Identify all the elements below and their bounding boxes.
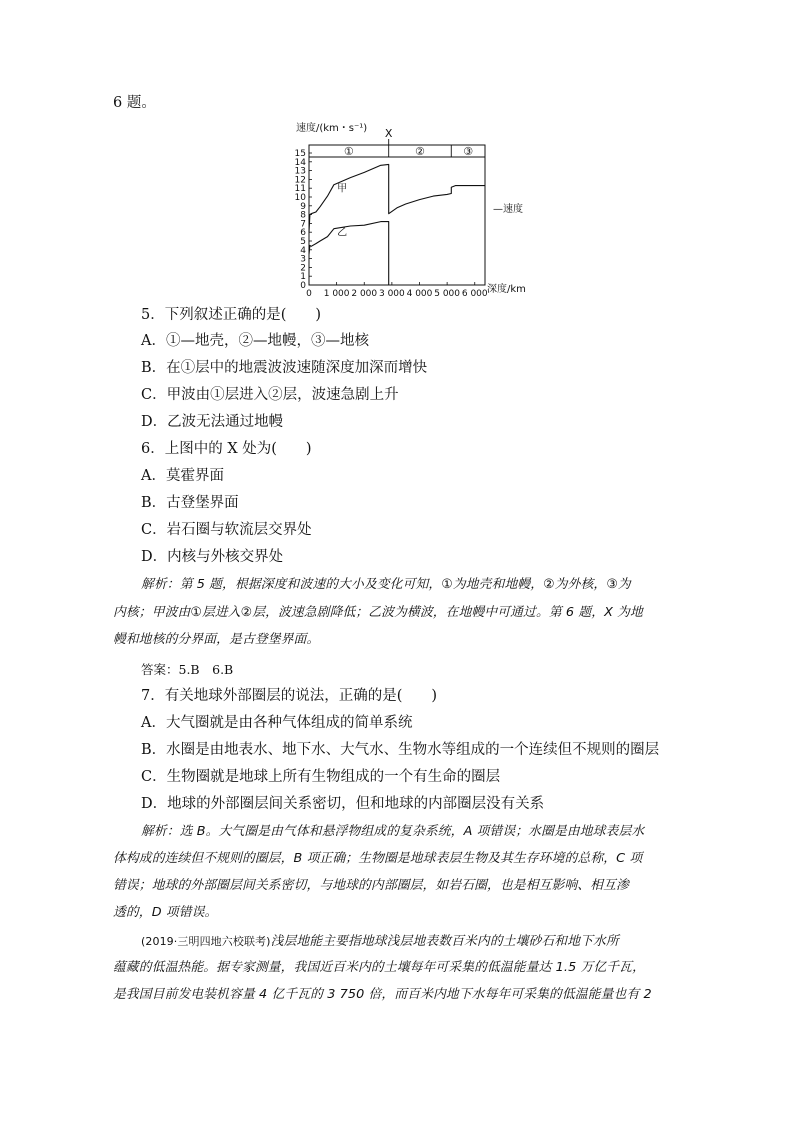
zone-label: ③ [463, 145, 474, 158]
q6-option-b: B．古登堡界面 [141, 495, 239, 511]
answer-56: 答案：5.B 6.B [141, 662, 234, 677]
q6-option-a: A．莫霍界面 [141, 468, 224, 484]
x-tick-label: 3 000 [378, 289, 405, 299]
y-tick-label: 10 [294, 193, 306, 203]
q7-option-c: C．生物圈就是地球上所有生物组成的一个有生命的圈层 [141, 769, 501, 785]
series-lines [309, 164, 485, 285]
y-tick-label: 14 [294, 157, 306, 168]
y-axis-label: 速度/(km・s⁻¹) [296, 123, 368, 134]
series-label: 乙 [337, 227, 348, 239]
y-tick-label: 4 [300, 245, 306, 256]
q5-option-d: D．乙波无法通过地幔 [141, 414, 284, 430]
y-tick-label: 3 [300, 254, 306, 265]
zone-label: ② [415, 145, 425, 158]
series-label: 甲 [337, 183, 348, 195]
x-tick-label: 5 000 [434, 289, 461, 299]
y-tick-label: 8 [300, 210, 306, 221]
q6-option-d: D．内核与外核交界处 [141, 549, 284, 565]
analysis-7-line2: 体构成的连续但不规则的圈层，B 项正确；生物圈是地球表层生物及其生存环境的总称，C 项 [113, 851, 643, 866]
x-tick-label: 0 [306, 289, 312, 299]
plot-frame [309, 145, 485, 285]
y-tick-label: 7 [300, 219, 306, 230]
q7-option-b: B．水圈是由地表水、地下水、大气水、生物水等组成的一个连续但不规则的圈层 [141, 742, 660, 758]
y-tick-label: 9 [300, 201, 306, 212]
analysis-7-line4: 透的，D 项错误。 [113, 905, 218, 920]
x-tick-label: 1 000 [323, 289, 350, 299]
seismic-wave-chart [290, 120, 540, 302]
y-tick-label: 5 [300, 237, 306, 247]
q5-option-b: B．在①层中的地震波波速随深度加深而增快 [141, 360, 428, 376]
q7-option-d: D．地球的外部圈层间关系密切，但和地球的内部圈层没有关系 [141, 796, 545, 812]
passage-line1-text: 浅层地能主要指地球浅层地表数百米内的土壤砂石和地下水所 [270, 934, 619, 949]
y-tick-label: 6 [300, 228, 306, 239]
y-tick-label: 11 [294, 184, 306, 195]
q7-option-a: A．大气圈就是由各种气体组成的简单系统 [141, 715, 413, 731]
series-line-yi [309, 222, 389, 285]
analysis-56-line3: 幔和地核的分界面，是古登堡界面。 [113, 632, 320, 647]
passage-line3: 是我国目前发电装机容量 4 亿千瓦的 3 750 倍，而百米内地下水每年可采集的低温能量也有 2 [113, 987, 652, 1002]
q6-option-c: C．岩石圈与软流层交界处 [141, 522, 312, 538]
x-tick-label: 6 000 [461, 289, 488, 299]
passage-line2: 蕴藏的低温热能。据专家测量，我国近百米内的土壤每年可采集的低温能量达 1.5 万亿千瓦， [113, 960, 645, 975]
y-tick-label: 1 [300, 272, 306, 283]
q5-option-a: A．①—地壳，②—地幔，③—地核 [141, 333, 369, 349]
zone-label: X [384, 127, 393, 140]
q5-option-c: C．甲波由①层进入②层，波速急剧上升 [141, 387, 399, 403]
y-tick-label: 0 [300, 281, 306, 291]
x-axis-label: 深度/km [487, 284, 526, 295]
analysis-7-line1: 解析：选 B。大气圈是由气体和悬浮物组成的复杂系统，A 项错误；水圈是由地球表层水 [141, 824, 645, 839]
passage-line1 [141, 931, 619, 952]
zone-label: ① [343, 145, 354, 158]
q6-stem: 6．上图中的 X 处为( ) [141, 441, 312, 457]
passage-source: (2019·三明四地六校联考) [141, 935, 271, 948]
legend-speed: —速度 [493, 204, 523, 215]
analysis-7-line3: 错误；地球的外部圈层间关系密切，与地球的内部圈层，如岩石圈，也是相互影响、相互渗 [113, 878, 629, 893]
x-tick-label: 4 000 [406, 289, 433, 299]
top-fragment: 6 题。 [113, 95, 156, 111]
q7-stem: 7．有关地球外部圈层的说法，正确的是( ) [141, 688, 438, 704]
y-tick-label: 2 [300, 263, 306, 274]
y-tick-label: 13 [294, 166, 306, 177]
analysis-56-line2: 内核；甲波由①层进入②层，波速急剧降低；乙波为横波，在地幔中可通过。第 6 题，X 为地 [113, 605, 643, 620]
y-tick-label: 12 [294, 175, 306, 186]
x-tick-label: 2 000 [351, 289, 378, 299]
y-tick-label: 15 [294, 149, 306, 159]
series-line-jia [309, 164, 485, 232]
analysis-56-line1: 解析：第 5 题，根据深度和波速的大小及变化可知，①为地壳和地幔，②为外核，③为 [141, 577, 631, 592]
q5-stem: 5．下列叙述正确的是( ) [141, 307, 322, 323]
